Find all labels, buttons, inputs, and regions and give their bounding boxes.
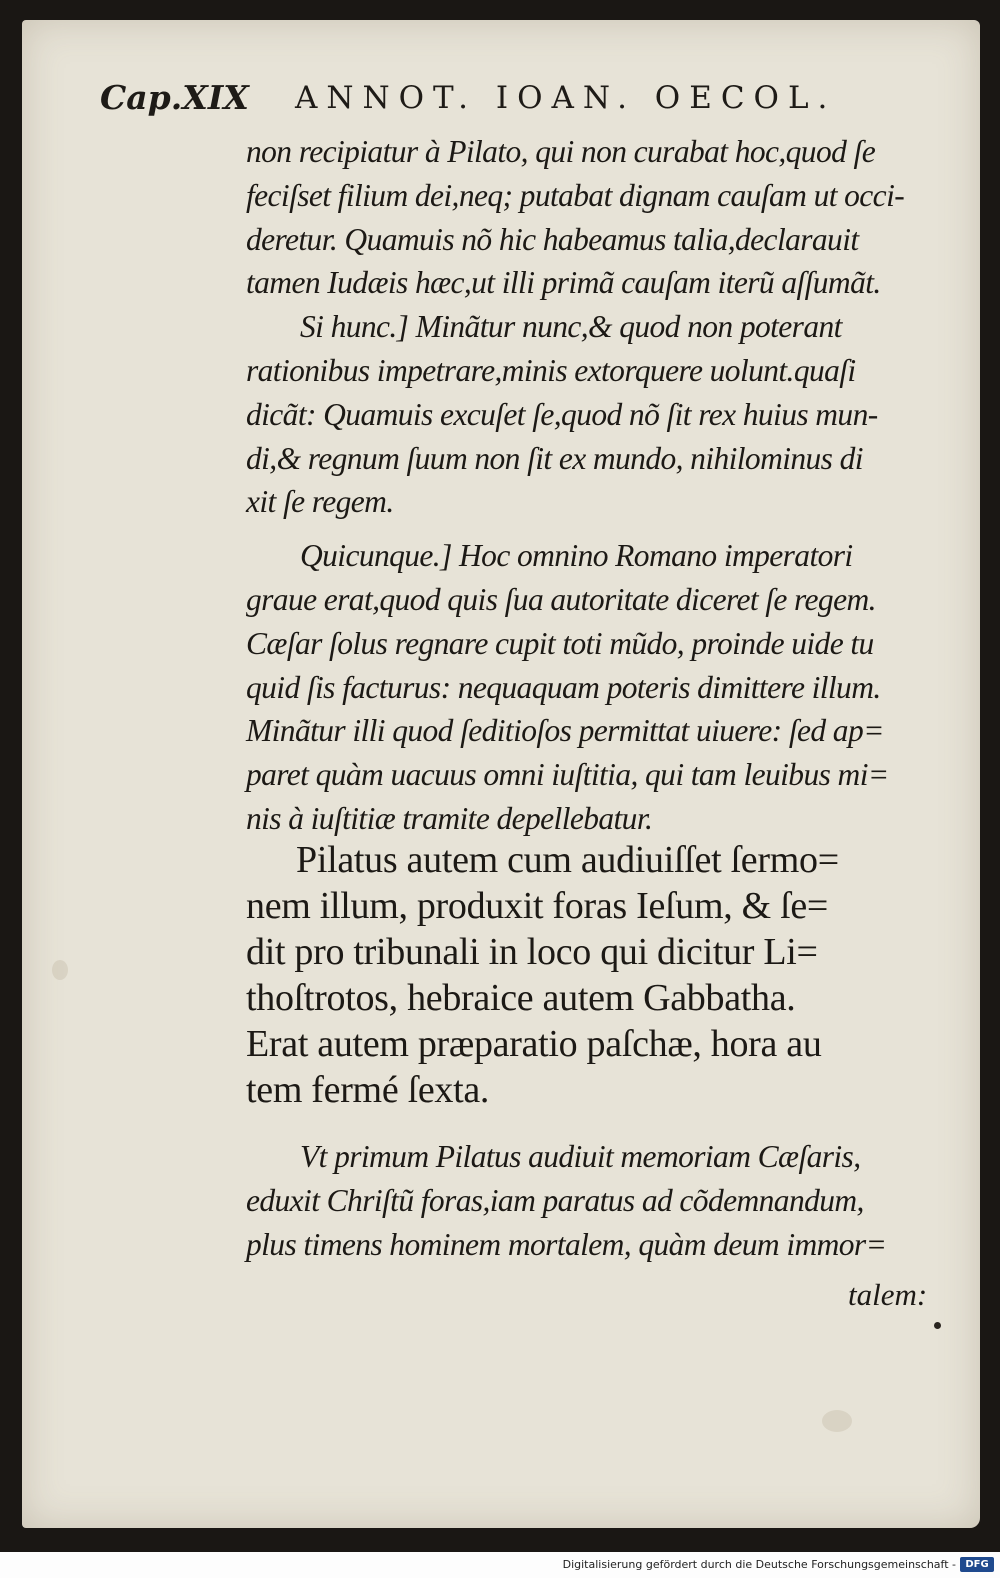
chapter-label: Cap.XIX xyxy=(100,78,249,117)
commentary-line: Cæſar ſolus regnare cupit toti mũdo, proinde uide tu xyxy=(246,625,874,661)
scripture-line: thoſtrotos, hebraice autem Gabbatha. xyxy=(246,977,796,1019)
commentary-line: Si hunc.] Minãtur nunc,& quod non poterant xyxy=(300,309,842,345)
foxing-spot xyxy=(822,1410,852,1432)
running-title: ANNOT. IOAN. OECOL. xyxy=(295,80,837,116)
foxing-spot xyxy=(52,960,68,980)
commentary-line: rationibus impetrare,minis extorquere uolunt.quaſi xyxy=(246,352,856,388)
commentary-line: deretur. Quamuis nõ hic habeamus talia,declarauit xyxy=(246,221,859,257)
scripture-line: Erat autem præparatio paſchæ, hora au xyxy=(246,1023,822,1065)
scripture-block xyxy=(246,837,914,1113)
commentary-line: dicãt: Quamuis excuſet ſe,quod nõ ſit rex huius mun- xyxy=(246,396,878,432)
dfg-logo: DFG xyxy=(960,1557,994,1572)
scripture-line: Pilatus autem cum audiuiſſet ſermo= xyxy=(296,839,839,881)
scripture-line: nem illum, produxit foras Ieſum, & ſe= xyxy=(246,885,829,927)
commentary-block-1 xyxy=(246,130,914,841)
running-header xyxy=(100,78,860,118)
commentary-line: xit ſe regem. xyxy=(246,484,394,520)
commentary-line: feciſset filium dei,neq; putabat dignam cauſam ut occi- xyxy=(246,177,905,213)
commentary-line: Quicunque.] Hoc omnino Romano imperatori xyxy=(300,538,853,574)
commentary-line: plus timens hominem mortalem, quàm deum immor= xyxy=(246,1226,887,1262)
digitization-credit: Digitalisierung gefördert durch die Deutsche Forschungsgemeinschaft - xyxy=(562,1558,956,1571)
commentary-line: Minãtur illi quod ſeditioſos permittat uiuere: ſed ap= xyxy=(246,713,884,749)
commentary-line: paret quàm uacuus omni iuſtitia, qui tam leuibus mi= xyxy=(246,757,889,793)
scripture-line: tem fermé ſexta. xyxy=(246,1069,490,1111)
commentary-line: eduxit Chriſtũ foras,iam paratus ad cõdemnandum, xyxy=(246,1182,864,1218)
catchword: talem: xyxy=(848,1277,928,1312)
commentary-line: non recipiatur à Pilato, qui non curabat hoc,quod ſe xyxy=(246,134,876,169)
commentary-line: di,& regnum ſuum non ſit ex mundo, nihilominus di xyxy=(246,440,863,476)
commentary-line: tamen Iudæis hæc,ut illi primã cauſam iterũ aſſumãt. xyxy=(246,265,881,301)
commentary-line: quid ſis facturus: nequaquam poteris dimittere illum. xyxy=(246,669,881,705)
commentary-block-2 xyxy=(246,1135,914,1266)
ink-dot xyxy=(934,1322,941,1329)
commentary-line: graue erat,quod quis ſua autoritate diceret ſe regem. xyxy=(246,581,876,617)
commentary-line: nis à iuſtitiæ tramite depellebatur. xyxy=(246,800,653,836)
scripture-line: dit pro tribunali in loco qui dicitur Li= xyxy=(246,931,818,973)
commentary-line: Vt primum Pilatus audiuit memoriam Cæſaris, xyxy=(300,1139,861,1174)
